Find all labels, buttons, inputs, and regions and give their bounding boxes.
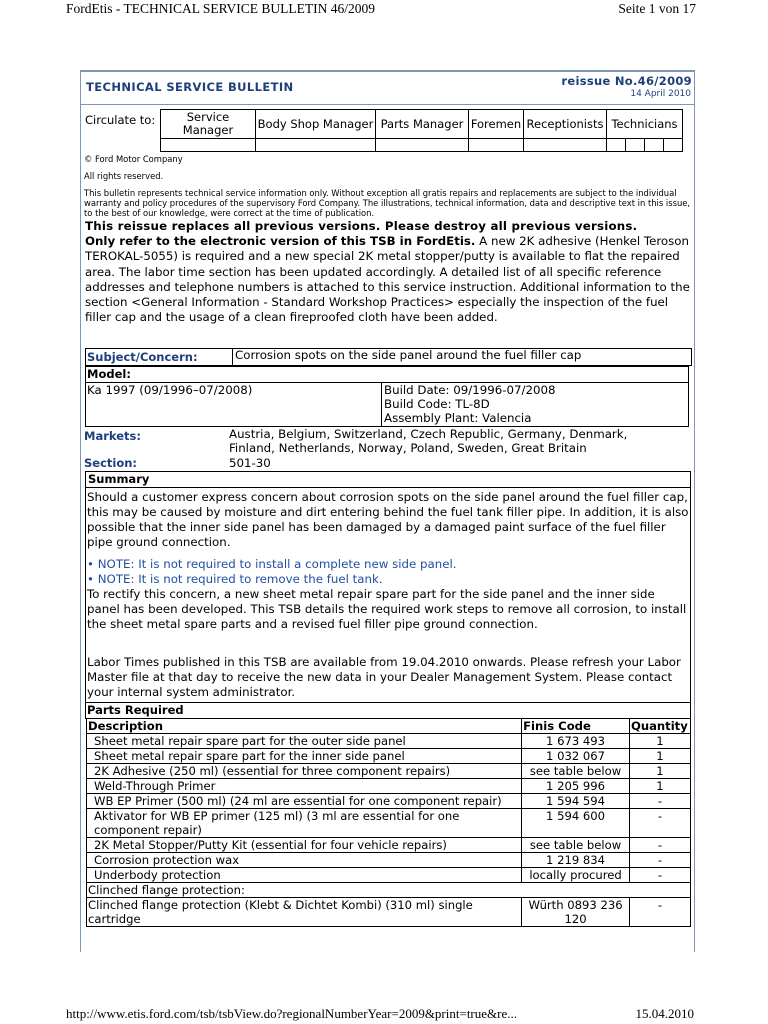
- circulate-col-technicians: Technicians: [607, 110, 683, 139]
- part-description: WB EP Primer (500 ml) (24 ml are essential for one component repair): [87, 794, 522, 809]
- part-finis-code: see table below: [522, 764, 630, 779]
- circulate-check-cell: [524, 139, 607, 152]
- table-row: [87, 838, 691, 853]
- reissue-number: reissue No.46/2009: [561, 74, 692, 88]
- subject-label: Subject/Concern:: [87, 350, 198, 364]
- part-quantity: -: [629, 853, 690, 868]
- circulate-col-parts-manager: Parts Manager: [376, 110, 469, 139]
- markets-label: Markets:: [84, 429, 141, 443]
- print-footer-url: http://www.etis.ford.com/tsb/tsbView.do?regionalNumberYear=2009&print=true&re...: [66, 1006, 517, 1021]
- part-finis-code: 1 673 493: [522, 734, 630, 749]
- circulate-col-body-shop-manager: Body Shop Manager: [256, 110, 376, 139]
- table-row: [87, 868, 691, 883]
- table-row: [87, 794, 691, 809]
- table-row: [87, 779, 691, 794]
- section-value: 501-30: [229, 456, 271, 470]
- part-description: Aktivator for WB EP primer (125 ml) (3 ml are essential for one component repair): [87, 809, 522, 838]
- part-quantity: -: [629, 868, 690, 883]
- build-code: Build Code: TL-8D: [384, 397, 490, 411]
- circulate-check-cell: [645, 139, 664, 152]
- parts-title: Parts Required: [87, 703, 184, 717]
- summary-label: Summary: [88, 472, 150, 486]
- rights-notice: All rights reserved.: [84, 171, 164, 181]
- disclaimer-text: This bulletin represents technical service information only. Without exception all gratis repairs and replacements are subject to the individual warranty and policy procedures of the supervisory Ford Company. The illustrations, technical information, data and descriptive text in this issue, to the best of our knowledge, were correct at the time of publication.: [84, 188, 691, 218]
- part-finis-code: see table below: [522, 838, 630, 853]
- part-description: 2K Metal Stopper/Putty Kit (essential for four vehicle repairs): [87, 838, 522, 853]
- circulate-col-service-manager: Service Manager: [161, 110, 256, 139]
- part-finis-code: 1 594 594: [522, 794, 630, 809]
- part-description: Clinched flange protection (Klebt & Dichtet Kombi) (310 ml) single cartridge: [87, 898, 522, 927]
- model-label: Model:: [87, 367, 131, 381]
- subject-row: [85, 348, 692, 366]
- intro-text: A new 2K adhesive (Henkel Teroson TEROKAL-5055) is required and a new special 2K metal stopper/putty is available to flat the repaired area. The labor time section has been updated accordingly. A detailed list of all specific reference addresses and telephone numbers is attached to this service instruction. Additional information to the section <General Information - Standard Workshop Practices> especially the inspection of the fuel filler cap and the usage of a clean fireproofed cloth have been added.: [85, 234, 690, 325]
- part-finis-code: 1 219 834: [522, 853, 630, 868]
- print-footer-date: 15.04.2010: [635, 1006, 694, 1021]
- summary-note-side-panel: • NOTE: It is not required to install a complete new side panel.: [87, 557, 457, 571]
- parts-table-header: [87, 719, 691, 734]
- bulletin-header: [81, 72, 694, 105]
- subject-value-cell: [232, 348, 693, 366]
- table-row: [87, 809, 691, 838]
- part-quantity: 1: [629, 764, 690, 779]
- summary-paragraph-2: To rectify this concern, a new sheet metal repair spare part for the side panel and the inner side panel has been developed. This TSB details the required work steps to remove all corrosion, to install the sheet metal spare parts and a revised fuel filler pipe ground connection.: [87, 587, 687, 631]
- print-header-page: Seite 1 von 17: [618, 1, 696, 16]
- part-quantity: 1: [629, 779, 690, 794]
- circulate-label: Circulate to:: [85, 112, 156, 127]
- copyright-notice: © Ford Motor Company: [84, 154, 183, 164]
- circulate-col-foremen: Foremen: [469, 110, 524, 139]
- browser-print-header: [0, 0, 768, 24]
- summary-paragraph-1: Should a customer express concern about corrosion spots on the side panel around the fuel filler cap, this may be caused by moisture and dirt entering behind the fuel tank filler pipe. In addition, it is also possible that the inner side panel has been damaged by a damaged paint surface of the fuel filler pipe ground connection.: [87, 490, 689, 549]
- part-quantity: -: [629, 809, 690, 838]
- part-quantity: 1: [629, 749, 690, 764]
- section-label: Section:: [84, 456, 138, 470]
- part-finis-code: 1 032 067: [522, 749, 630, 764]
- part-finis-code: locally procured: [522, 868, 630, 883]
- part-finis-code: 1 205 996: [522, 779, 630, 794]
- bulletin-title: TECHNICAL SERVICE BULLETIN: [86, 80, 294, 94]
- circulate-check-cell: [607, 139, 626, 152]
- electronic-version-notice: Only refer to the electronic version of this TSB in FordEtis.: [85, 234, 476, 248]
- markets-line-1: Austria, Belgium, Switzerland, Czech Republic, Germany, Denmark,: [229, 427, 628, 441]
- table-row: [87, 749, 691, 764]
- model-details: [85, 382, 689, 427]
- part-quantity: 1: [629, 734, 690, 749]
- table-row: [87, 883, 691, 898]
- part-quantity: -: [629, 898, 690, 927]
- table-row: [87, 734, 691, 749]
- part-description: 2K Adhesive (250 ml) (essential for three component repairs): [87, 764, 522, 779]
- part-finis-code: Würth 0893 236 120: [522, 898, 630, 927]
- part-description: Corrosion protection wax: [87, 853, 522, 868]
- model-name: Ka 1997 (09/1996–07/2008): [87, 383, 253, 397]
- browser-print-footer: [0, 1006, 768, 1024]
- assembly-plant: Assembly Plant: Valencia: [384, 411, 532, 425]
- part-finis-code: 1 594 600: [522, 809, 630, 838]
- table-row: [87, 853, 691, 868]
- summary-header-row: [85, 471, 691, 488]
- print-header-title: FordEtis - TECHNICAL SERVICE BULLETIN 46/2009: [66, 1, 376, 16]
- parts-col-finis-code: Finis Code: [522, 719, 630, 734]
- bulletin-frame: [80, 70, 695, 952]
- part-description: Sheet metal repair spare part for the inner side panel: [87, 749, 522, 764]
- part-quantity: -: [629, 794, 690, 809]
- markets-line-2: Finland, Netherlands, Norway, Poland, Sweden, Great Britain: [229, 441, 587, 455]
- table-row: [87, 764, 691, 779]
- summary-note-fuel-tank: • NOTE: It is not required to remove the fuel tank.: [87, 572, 383, 586]
- reissue-date: 14 April 2010: [630, 89, 691, 99]
- circulate-col-receptionists: Receptionists: [524, 110, 607, 139]
- circulate-table: [84, 109, 683, 152]
- flange-section-header: Clinched flange protection:: [87, 883, 691, 898]
- circulate-check-cell: [626, 139, 645, 152]
- part-description: Sheet metal repair spare part for the outer side panel: [87, 734, 522, 749]
- circulate-check-cell: [664, 139, 683, 152]
- summary-paragraph-3: Labor Times published in this TSB are available from 19.04.2010 onwards. Please refresh your Labor Master file at that day to receive the new data in your Dealer Management System. Please contact your internal system administrator.: [87, 655, 681, 699]
- subject-value: Corrosion spots on the side panel around the fuel filler cap: [235, 348, 582, 362]
- build-date: Build Date: 09/1996-07/2008: [384, 383, 556, 397]
- parts-table: [86, 718, 691, 927]
- circulate-check-cell: [376, 139, 469, 152]
- reissue-notice: This reissue replaces all previous versions. Please destroy all previous versions.: [85, 219, 638, 233]
- parts-header-row: [85, 702, 691, 719]
- table-row: [87, 898, 691, 927]
- circulate-check-cell: [256, 139, 376, 152]
- part-quantity: -: [629, 838, 690, 853]
- model-header-row: [85, 366, 689, 383]
- model-divider: [381, 382, 382, 427]
- part-description: Underbody protection: [87, 868, 522, 883]
- part-description: Weld-Through Primer: [87, 779, 522, 794]
- parts-col-quantity: Quantity: [629, 719, 690, 734]
- intro-paragraph: [85, 234, 693, 326]
- parts-col-description: Description: [87, 719, 522, 734]
- circulate-check-cell: [469, 139, 524, 152]
- circulate-check-cell: [161, 139, 256, 152]
